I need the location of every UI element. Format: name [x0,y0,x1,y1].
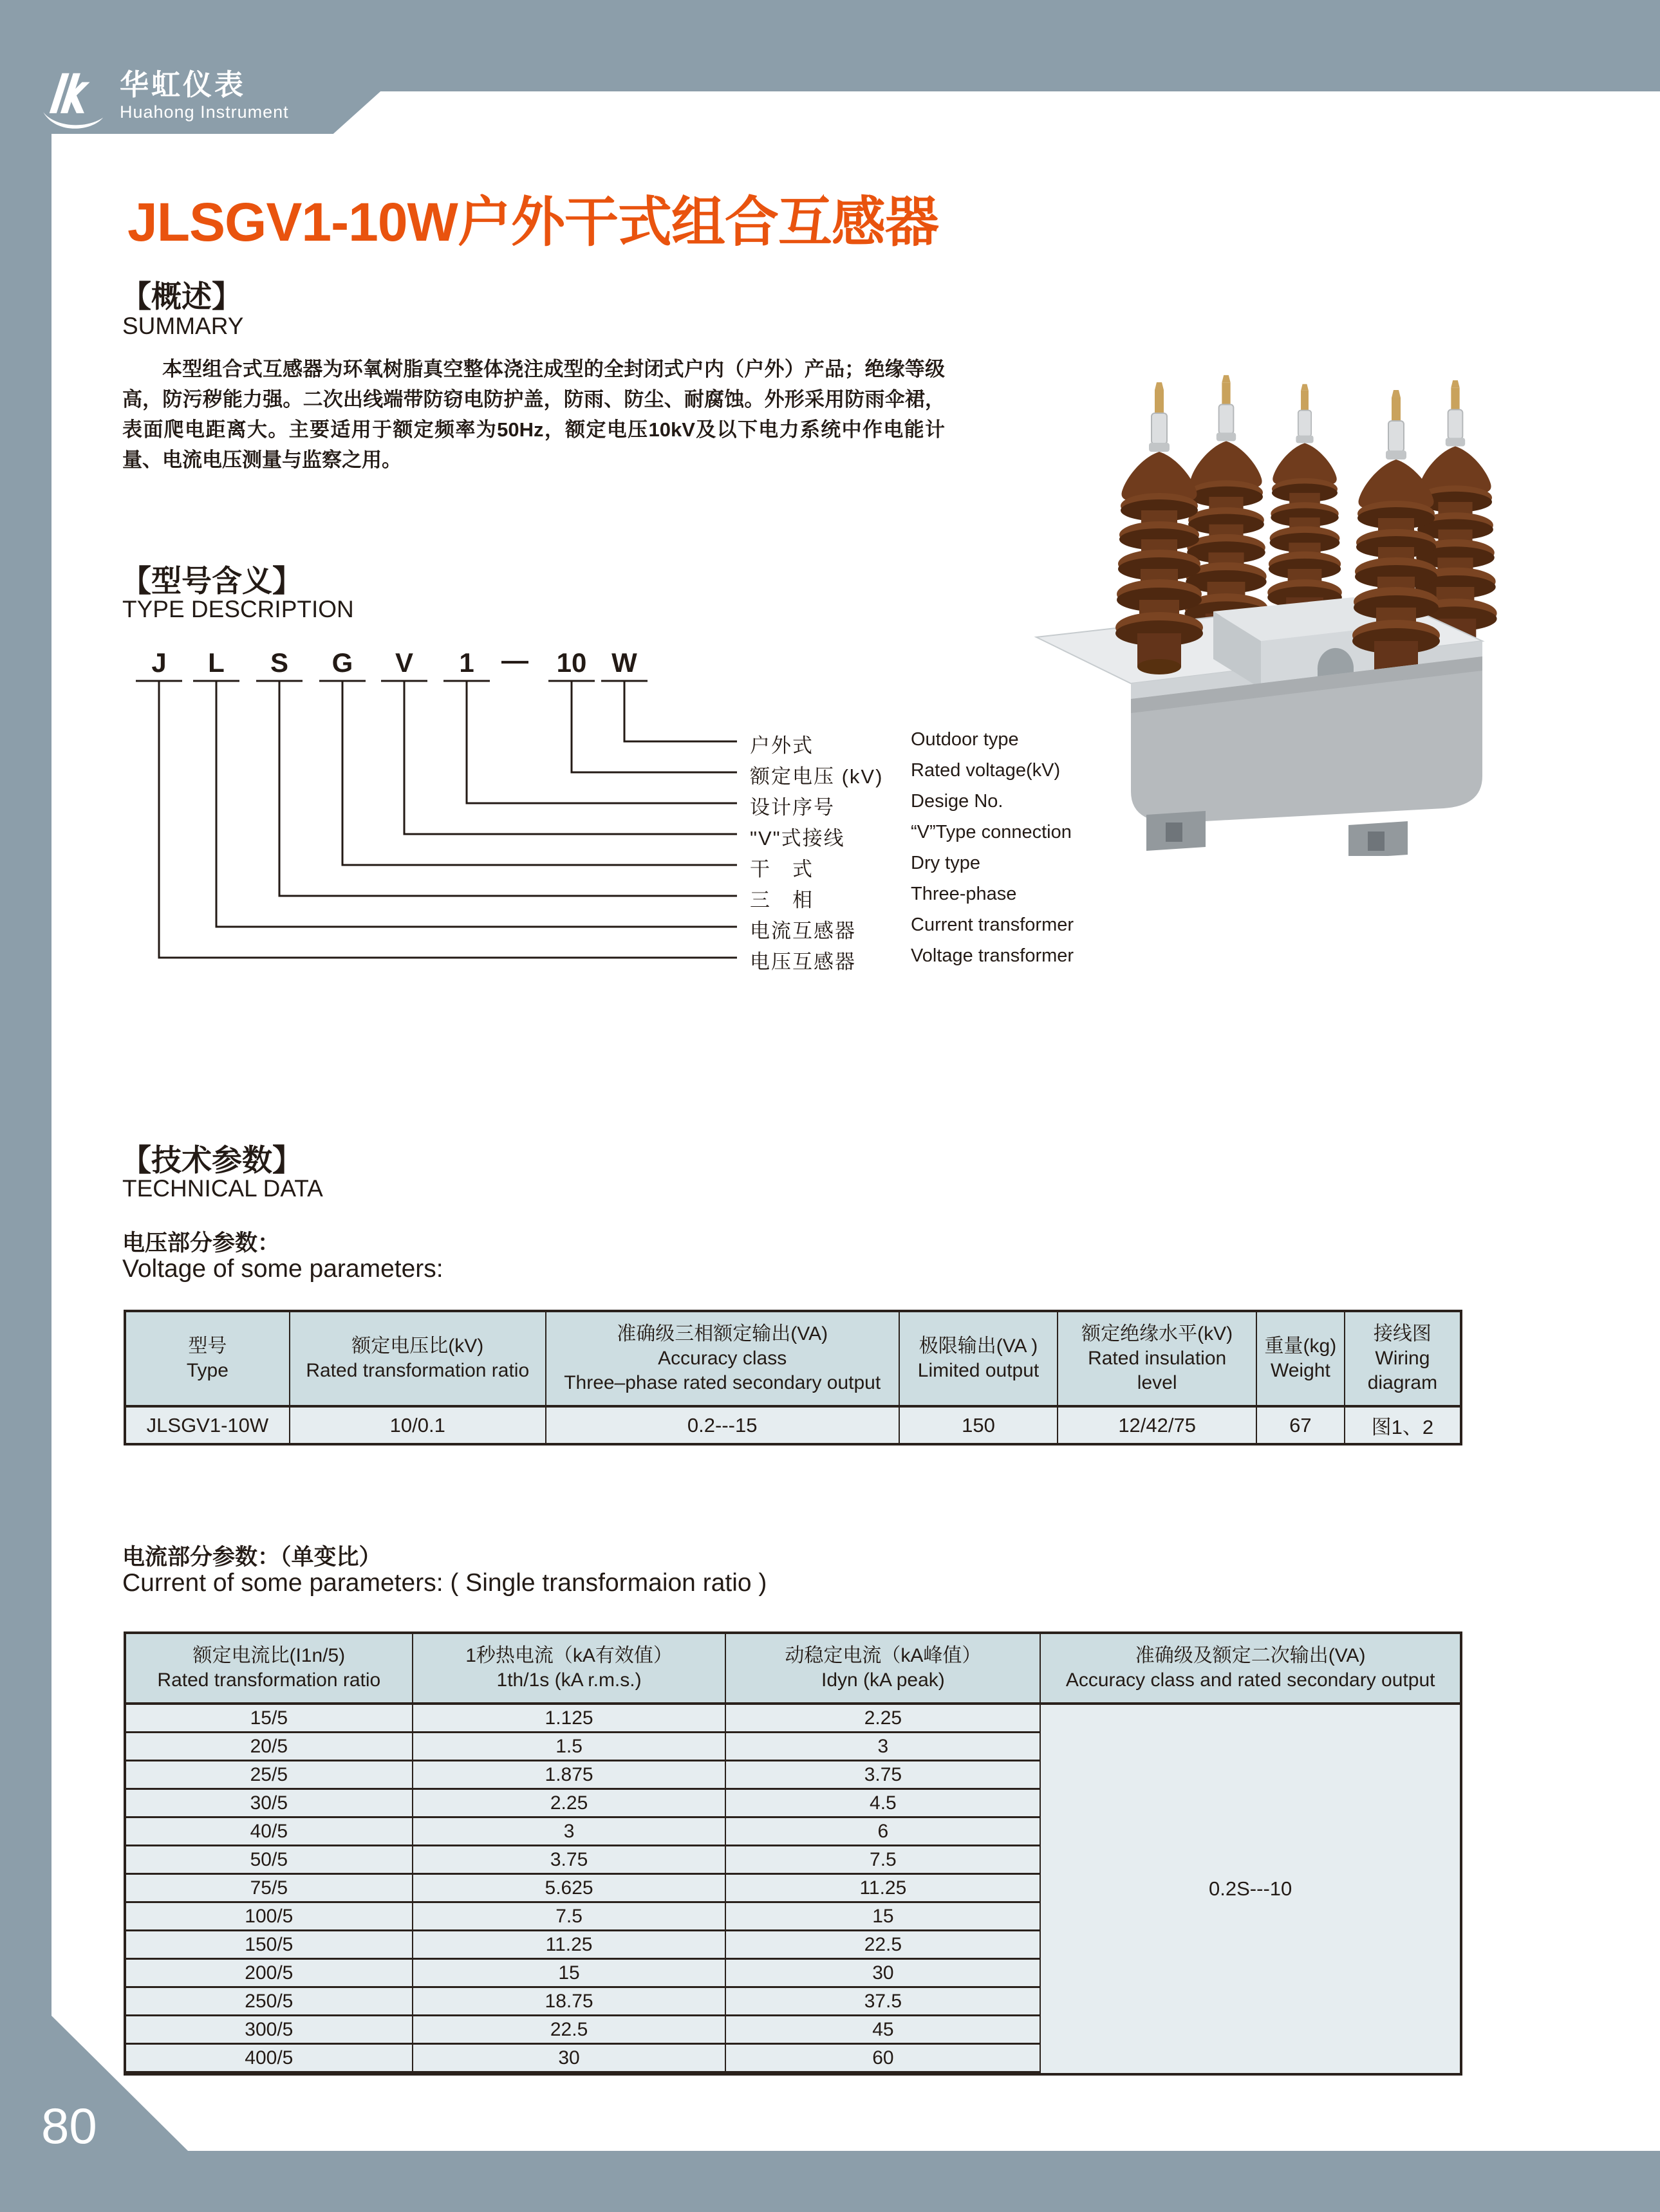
type-item-row [0,729,1660,755]
cell-ratio: 40/5 [126,1818,413,1846]
code-letter: G [331,647,353,678]
header-en: 1th/1s (kA r.m.s.) [496,1669,642,1691]
company-logo [40,68,289,133]
cell-dynamic: 22.5 [726,1931,1040,1960]
code-letter: L [208,647,225,678]
type-item-row [0,791,1660,817]
cell-ratio: 150/5 [126,1931,413,1960]
column-header [126,1312,290,1408]
type-item-cn: 电流互感器 [750,920,856,942]
table-row [126,1988,1040,2016]
cell-ratio: 100/5 [126,1903,413,1931]
header-en: Idyn (kA peak) [821,1669,945,1691]
table-row [126,1790,1040,1818]
code-letter: 1 [459,647,474,678]
cell-weight: 67 [1257,1408,1345,1443]
cell-dynamic: 7.5 [726,1846,1040,1875]
cell-type: JLSGV1-10W [126,1408,290,1443]
type-item-row [0,760,1660,786]
voltage-caption-en: Voltage of some parameters: [122,1255,443,1283]
column-header [126,1634,413,1705]
cell-ratio: 30/5 [126,1790,413,1818]
cell-thermal: 7.5 [413,1903,727,1931]
cell-thermal: 22.5 [413,2016,727,2045]
voltage-header-row [126,1312,1460,1408]
code-letter: V [395,647,414,678]
table-row [126,1818,1040,1846]
type-item-cn: 户外式 [750,734,814,757]
logo-text [120,68,289,122]
cell-ratio: 10/0.1 [290,1408,546,1443]
cell-ratio: 400/5 [126,2045,413,2073]
cell-thermal: 11.25 [413,1931,727,1960]
page-title: JLSGV1-10W户外干式组合互感器 [127,192,938,252]
current-header-row [126,1634,1040,1705]
technical-heading-en: TECHNICAL DATA [122,1175,323,1202]
cell-dynamic: 60 [726,2045,1040,2073]
left-edge-band [0,134,51,2212]
table-row [126,1705,1040,1733]
cell-thermal: 1.125 [413,1705,727,1733]
type-item-en: Rated voltage(kV) [911,760,1061,781]
cell-wiring: 图1、2 [1345,1408,1460,1443]
header-en2: Three–phase rated secondary output [564,1372,881,1393]
cell-thermal: 1.875 [413,1761,727,1790]
page-number: 80 [41,2097,97,2154]
header-en: Rated transformation ratio [306,1360,530,1381]
cell-thermal: 5.625 [413,1875,727,1903]
cell-thermal: 1.5 [413,1733,727,1761]
code-letter: 10 [556,647,587,678]
cell-ratio: 15/5 [126,1705,413,1733]
code-dash: — [501,645,528,675]
type-item-en: Current transformer [911,915,1074,935]
type-item-cn: 三 相 [750,889,814,911]
cell-dynamic: 11.25 [726,1875,1040,1903]
type-item-row [0,822,1660,848]
cell-thermal: 3.75 [413,1846,727,1875]
header-cn: 1秒热电流（kA有效值） [465,1645,673,1666]
cell-dynamic: 4.5 [726,1790,1040,1818]
header-en: Limited output [917,1360,1040,1381]
voltage-data-row [126,1408,1460,1443]
type-item-cn: 电压互感器 [750,951,856,973]
type-item-en: Voltage transformer [911,945,1074,966]
code-letter: W [611,647,637,678]
accuracy-merged-column [1040,1634,1460,2073]
table-row [126,1931,1040,1960]
type-item-row [0,915,1660,940]
voltage-parameters-table [124,1310,1462,1445]
column-header [290,1312,546,1408]
cell-thermal: 2.25 [413,1790,727,1818]
cell-ratio: 250/5 [126,1988,413,2016]
voltage-caption-cn: 电压部分参数： [122,1231,281,1256]
code-letter: S [270,647,289,678]
header-en: Rated transformation ratio [157,1669,381,1691]
summary-heading-cn: 【概述】 [121,279,242,313]
header-en2: diagram [1367,1372,1438,1393]
summary-paragraph: 本型组合式互感器为环氧树脂真空整体浇注成型的全封闭式户内（户外）产品；绝缘等级高，防污秽能力强。二次出线端带防窃电防护盖，防雨、防尘、耐腐蚀。外形采用防雨伞裙，表面爬电距离大。主要适用于额定频率为50Hz，额定电压10kV及以下电力系统中作电能计量、电流电压测量与监察之用。 [122,358,945,471]
column-header [1345,1312,1460,1408]
table-row [126,2045,1040,2073]
cell-thermal: 3 [413,1818,727,1846]
cell-dynamic: 3 [726,1733,1040,1761]
cell-dynamic: 2.25 [726,1705,1040,1733]
cell-insulation: 12/42/75 [1058,1408,1257,1443]
cell-dynamic: 45 [726,2016,1040,2045]
typedesc-heading-en: TYPE DESCRIPTION [122,596,354,622]
code-letter: J [151,647,167,678]
header-cn: 额定绝缘水平(kV) [1081,1323,1233,1344]
cell-thermal: 18.75 [413,1988,727,2016]
table-row [126,1761,1040,1790]
type-item-cn: 干 式 [750,858,814,880]
header-cn: 准确级及额定二次输出(VA) [1135,1645,1366,1666]
header-cn: 额定电压比(kV) [351,1335,484,1357]
cell-ratio: 50/5 [126,1846,413,1875]
column-header [726,1634,1040,1705]
cell-ratio: 300/5 [126,2016,413,2045]
logo-name-en: Huahong Instrument [120,102,289,122]
table-row [126,1903,1040,1931]
header-cn: 动稳定电流（kA峰值） [785,1645,982,1666]
current-parameters-table [124,1631,1462,2076]
cell-ratio: 200/5 [126,1960,413,1988]
header-en: Weight [1270,1360,1330,1381]
cell-dynamic: 3.75 [726,1761,1040,1790]
type-item-cn: 额定电压 (kV) [750,765,884,788]
column-header [413,1634,727,1705]
header-en: Type [186,1360,228,1381]
footer-band [0,2151,1660,2212]
type-item-en: Desige No. [911,791,1003,812]
header-en2: level [1137,1372,1177,1393]
type-item-row [0,945,1660,971]
logo-name-cn: 华虹仪表 [120,68,247,101]
technical-heading-cn: 【技术参数】 [121,1143,303,1177]
header-cn: 额定电流比(I1n/5) [192,1645,346,1666]
cell-accuracy-merged: 0.2S---10 [1041,1705,1460,2073]
table-row [126,1733,1040,1761]
current-caption-cn: 电流部分参数：（单变比） [122,1545,382,1570]
type-item-en: Outdoor type [911,729,1019,750]
cell-thermal: 30 [413,2045,727,2073]
type-item-row [0,853,1660,878]
cell-accuracy: 0.2---15 [546,1408,900,1443]
table-row [126,1875,1040,1903]
type-item-cn: "V"式接线 [750,827,845,850]
cell-ratio: 75/5 [126,1875,413,1903]
type-item-en: “V”Type connection [911,822,1072,842]
table-row [126,2016,1040,2045]
header-en: Wiring [1375,1348,1430,1369]
cell-dynamic: 30 [726,1960,1040,1988]
header-cn: 极限输出(VA ) [919,1335,1038,1357]
column-header [546,1312,900,1408]
type-item-row [0,884,1660,909]
current-caption-en: Current of some parameters: ( Single transformaion ratio ) [122,1569,767,1597]
header-cn: 重量(kg) [1264,1335,1337,1357]
cell-dynamic: 15 [726,1903,1040,1931]
cell-dynamic: 37.5 [726,1988,1040,2016]
cell-ratio: 25/5 [126,1761,413,1790]
table-row [126,1846,1040,1875]
column-header [900,1312,1059,1408]
column-header [1041,1634,1460,1705]
cell-thermal: 15 [413,1960,727,1988]
cell-limited-output: 150 [900,1408,1059,1443]
type-item-en: Three-phase [911,884,1017,904]
table-row [126,1960,1040,1988]
typedesc-heading-cn: 【型号含义】 [121,564,303,598]
header-en: Rated insulation [1088,1348,1227,1369]
summary-heading-en: SUMMARY [122,313,244,339]
column-header [1257,1312,1345,1408]
logo-icon [40,68,112,133]
type-item-en: Dry type [911,853,980,873]
cell-ratio: 20/5 [126,1733,413,1761]
header-en: Accuracy class [658,1348,787,1369]
header-cn: 型号 [188,1335,227,1357]
column-header [1058,1312,1257,1408]
header-cn: 准确级三相额定输出(VA) [617,1323,828,1344]
header-en: Accuracy class and rated secondary output [1065,1669,1435,1691]
type-item-cn: 设计序号 [750,796,835,819]
cell-dynamic: 6 [726,1818,1040,1846]
header-cn: 接线图 [1373,1323,1432,1344]
